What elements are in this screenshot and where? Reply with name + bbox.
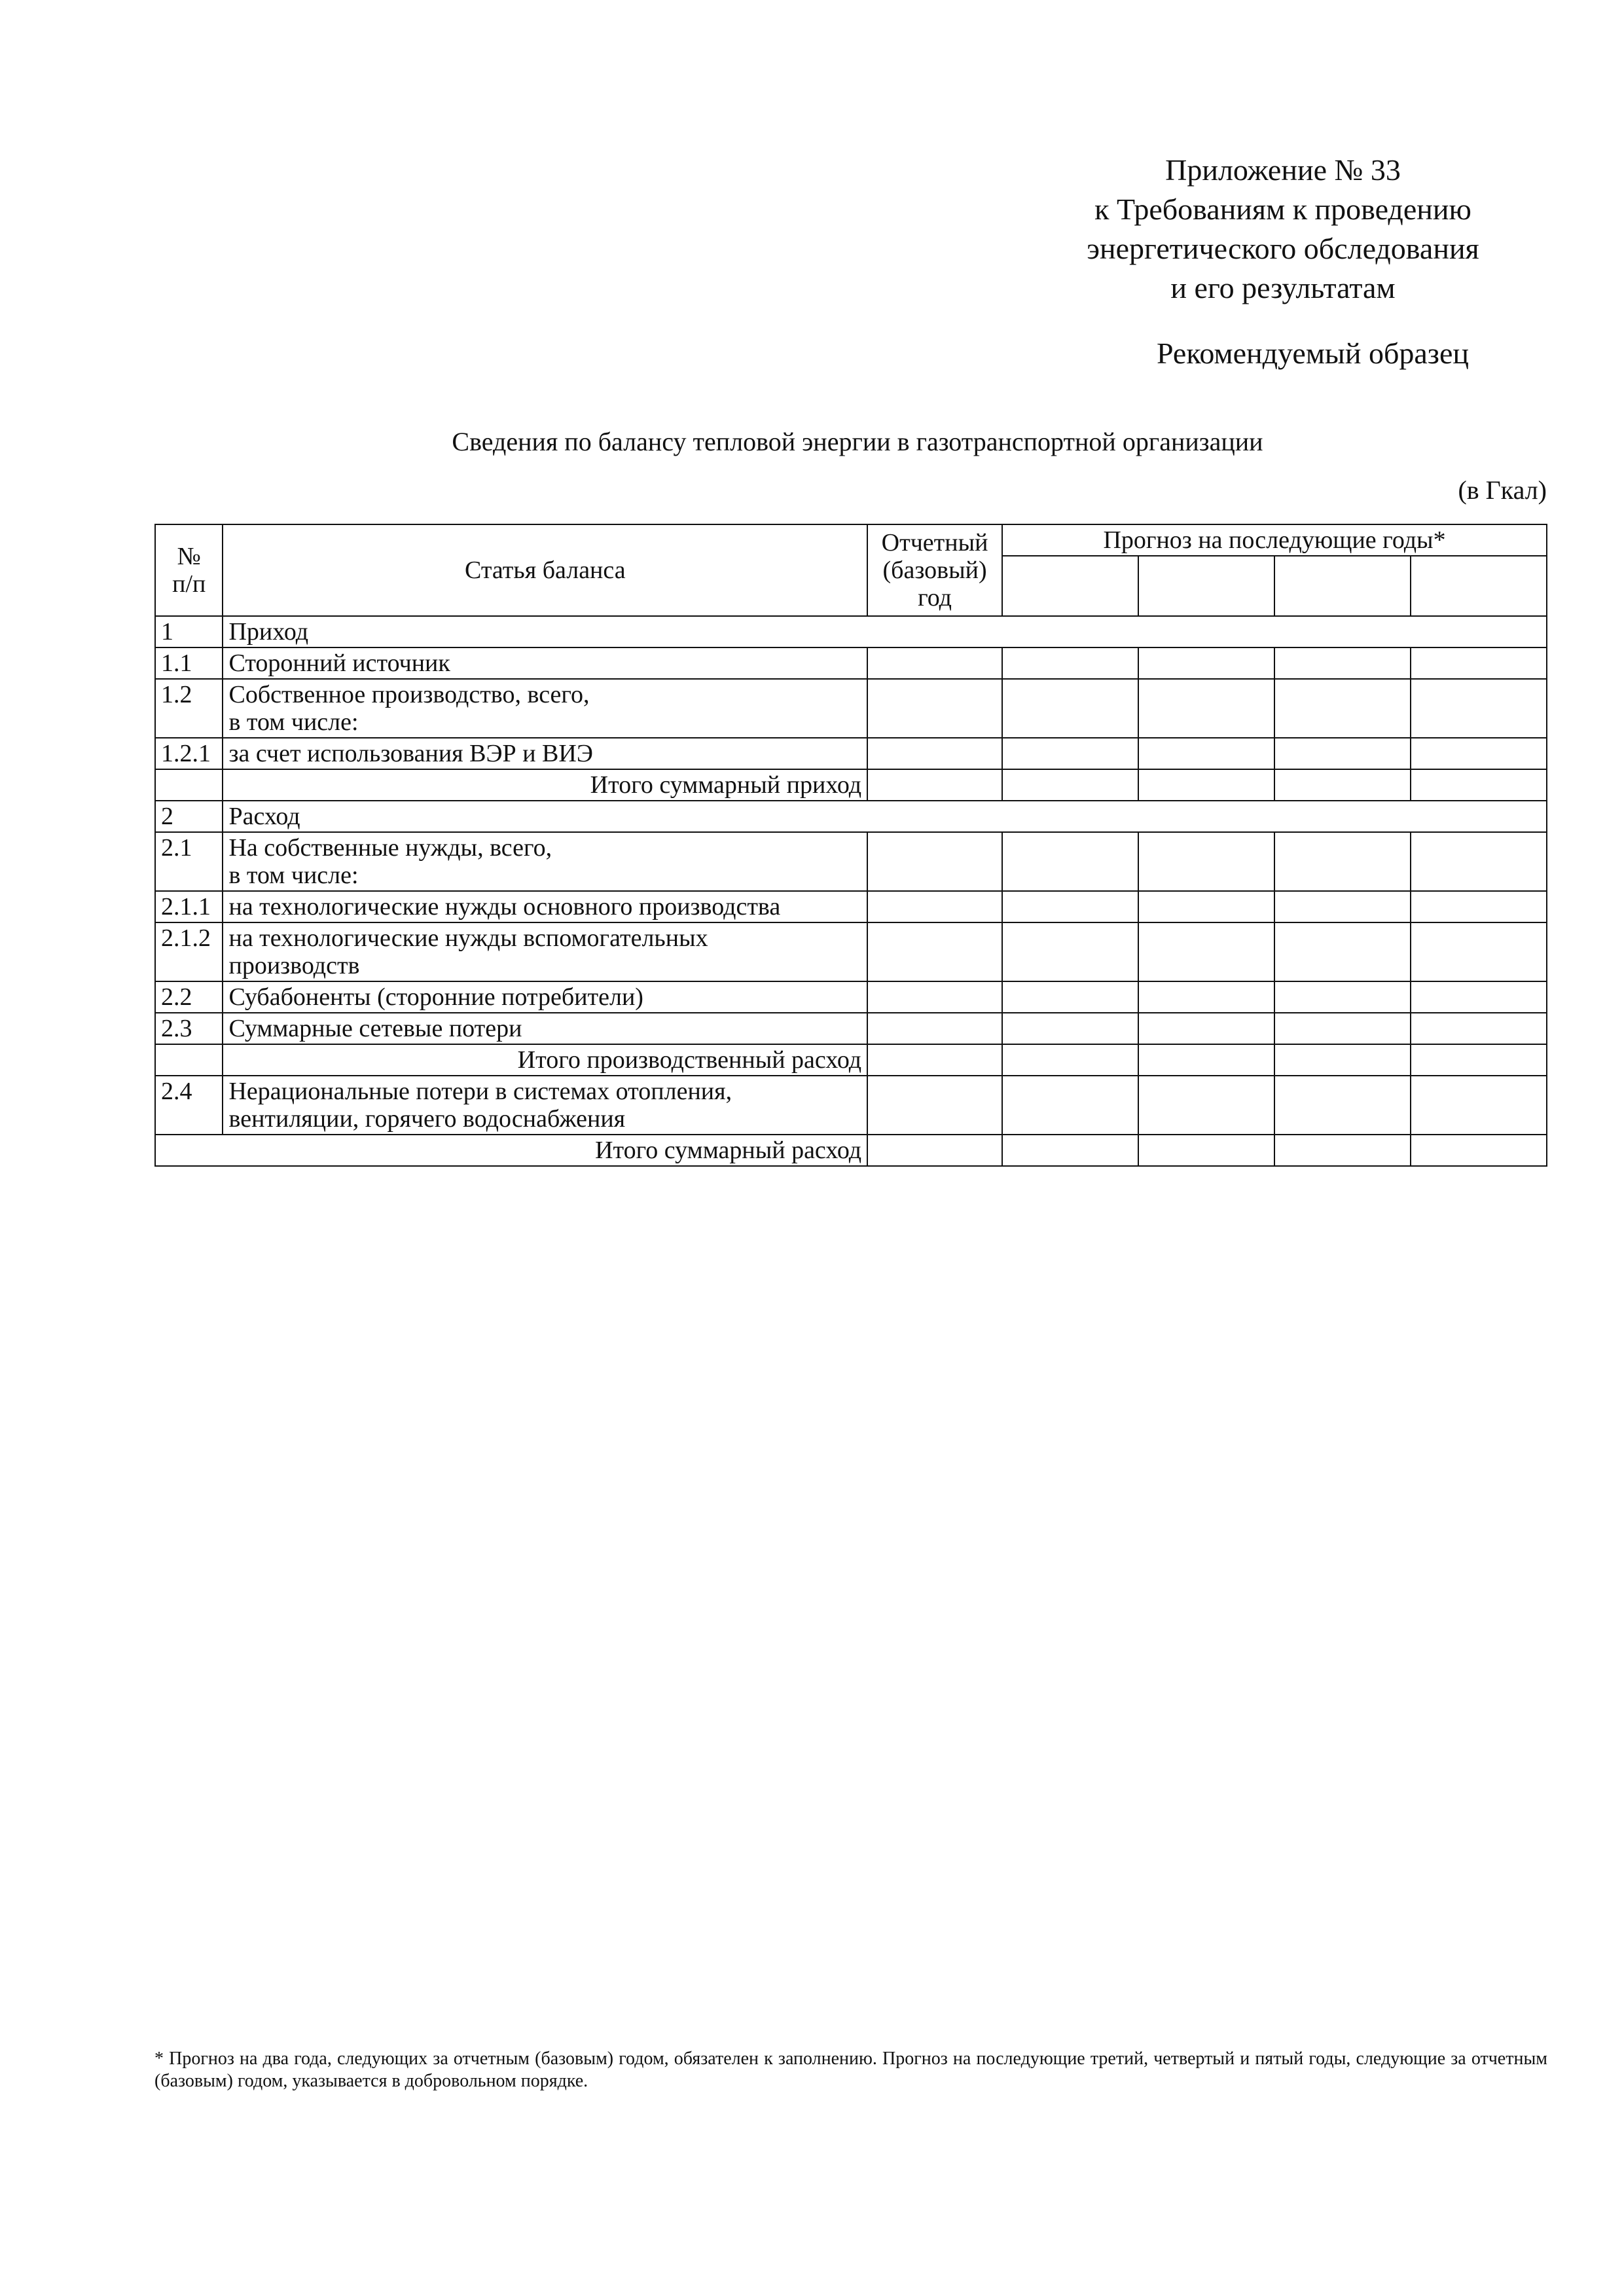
- value-cell[interactable]: [1274, 1135, 1411, 1166]
- value-cell[interactable]: [1411, 679, 1547, 738]
- row-number: 2.1.2: [155, 922, 223, 981]
- table-row-total: [155, 769, 1547, 801]
- value-cell[interactable]: [1002, 1076, 1138, 1135]
- balance-table: [154, 524, 1547, 1167]
- row-label: [223, 832, 867, 891]
- header-forecast-year-3: [1274, 556, 1411, 616]
- value-cell[interactable]: [1411, 832, 1547, 891]
- value-cell[interactable]: [867, 922, 1002, 981]
- table-row-total: [155, 1044, 1547, 1076]
- row-number: 2: [155, 801, 223, 832]
- row-number: 2.4: [155, 1076, 223, 1135]
- value-cell[interactable]: [1002, 981, 1138, 1013]
- table-row: [155, 891, 1547, 922]
- document-title: Сведения по балансу тепловой энергии в газотранспортной организации: [452, 427, 1263, 456]
- row-label: [223, 679, 867, 738]
- table-row: [155, 832, 1547, 891]
- value-cell[interactable]: [1411, 647, 1547, 679]
- table-row: [155, 981, 1547, 1013]
- appendix-subtitle-line: к Требованиям к проведению: [1094, 192, 1471, 226]
- value-cell[interactable]: [867, 1135, 1002, 1166]
- row-label-line: вентиляции, горячего водоснабжения: [228, 1105, 626, 1133]
- value-cell[interactable]: [1138, 647, 1274, 679]
- row-label-line: в том числе:: [228, 708, 359, 736]
- row-label: за счет использования ВЭР и ВИЭ: [223, 738, 867, 769]
- table-row: [155, 1013, 1547, 1044]
- value-cell[interactable]: [1411, 769, 1547, 801]
- value-cell[interactable]: [867, 679, 1002, 738]
- value-cell[interactable]: [867, 769, 1002, 801]
- row-total-label: Итого суммарный приход: [223, 769, 867, 801]
- value-cell[interactable]: [1002, 679, 1138, 738]
- value-cell[interactable]: [1138, 769, 1274, 801]
- value-cell[interactable]: [1411, 891, 1547, 922]
- table-row: [155, 922, 1547, 981]
- header-base-year: [867, 524, 1002, 616]
- footnote: * Прогноз на два года, следующих за отчетным (базовым) годом, обязателен к заполнению. Прогноз на последующие третий, четвертый и пятый годы, следующие за отчетным (базовым) годом, указывается в добровольном порядке.: [154, 2049, 1547, 2091]
- value-cell[interactable]: [1274, 1076, 1411, 1135]
- value-cell[interactable]: [1411, 1044, 1547, 1076]
- row-label: на технологические нужды основного производства: [223, 891, 867, 922]
- value-cell[interactable]: [1002, 922, 1138, 981]
- value-cell[interactable]: [1274, 647, 1411, 679]
- row-number: 1.1: [155, 647, 223, 679]
- value-cell[interactable]: [867, 1076, 1002, 1135]
- table-row: [155, 616, 1547, 647]
- header-number: [155, 524, 223, 616]
- header-number-abbr: п/п: [172, 570, 206, 598]
- row-number: 2.1: [155, 832, 223, 891]
- value-cell[interactable]: [1138, 922, 1274, 981]
- header-forecast-year-1: [1002, 556, 1138, 616]
- row-section-label: Расход: [223, 801, 1547, 832]
- value-cell[interactable]: [867, 738, 1002, 769]
- row-number-empty: [155, 1044, 223, 1076]
- table-row: [155, 1076, 1547, 1135]
- value-cell[interactable]: [1138, 832, 1274, 891]
- row-number-empty: [155, 769, 223, 801]
- value-cell[interactable]: [1274, 981, 1411, 1013]
- header-base-year-line: год: [918, 584, 952, 611]
- value-cell[interactable]: [1138, 1013, 1274, 1044]
- value-cell[interactable]: [1411, 981, 1547, 1013]
- value-cell[interactable]: [1274, 922, 1411, 981]
- row-label: Сторонний источник: [223, 647, 867, 679]
- row-label: [223, 1076, 867, 1135]
- appendix-title: Приложение № 33: [1165, 153, 1401, 187]
- value-cell[interactable]: [867, 832, 1002, 891]
- value-cell[interactable]: [1274, 679, 1411, 738]
- row-label-line: Нерациональные потери в системах отопления,: [228, 1078, 732, 1105]
- row-total-label: Итого суммарный расход: [155, 1135, 867, 1166]
- row-label-line: в том числе:: [228, 862, 359, 889]
- row-number: 1.2: [155, 679, 223, 738]
- appendix-header: [1034, 151, 1532, 308]
- value-cell[interactable]: [1138, 1135, 1274, 1166]
- appendix-subtitle-line: и его результатам: [1170, 271, 1396, 304]
- header-forecast-year-4: [1411, 556, 1547, 616]
- value-cell[interactable]: [1274, 832, 1411, 891]
- value-cell[interactable]: [1274, 1013, 1411, 1044]
- row-label-line: производств: [228, 952, 360, 979]
- value-cell[interactable]: [867, 1013, 1002, 1044]
- value-cell[interactable]: [1002, 891, 1138, 922]
- table-row-total: [155, 1135, 1547, 1166]
- value-cell[interactable]: [1274, 1044, 1411, 1076]
- value-cell[interactable]: [1002, 738, 1138, 769]
- value-cell[interactable]: [1411, 738, 1547, 769]
- row-number: 1.2.1: [155, 738, 223, 769]
- row-label-line: Собственное производство, всего,: [228, 681, 590, 708]
- value-cell[interactable]: [1138, 738, 1274, 769]
- table-row: [155, 738, 1547, 769]
- units-label: (в Гкал): [1458, 475, 1547, 505]
- row-label: Суммарные сетевые потери: [223, 1013, 867, 1044]
- table-row: [155, 647, 1547, 679]
- table-row: [155, 679, 1547, 738]
- value-cell[interactable]: [1002, 1044, 1138, 1076]
- row-label-line: На собственные нужды, всего,: [228, 834, 552, 862]
- row-number: 2.1.1: [155, 891, 223, 922]
- value-cell[interactable]: [1411, 1013, 1547, 1044]
- row-total-label: Итого производственный расход: [223, 1044, 867, 1076]
- value-cell[interactable]: [1274, 738, 1411, 769]
- header-item: Статья баланса: [223, 524, 867, 616]
- row-number: 1: [155, 616, 223, 647]
- value-cell[interactable]: [1138, 1076, 1274, 1135]
- row-number: 2.3: [155, 1013, 223, 1044]
- value-cell[interactable]: [1002, 1135, 1138, 1166]
- value-cell[interactable]: [867, 647, 1002, 679]
- value-cell[interactable]: [1002, 832, 1138, 891]
- value-cell[interactable]: [1138, 891, 1274, 922]
- header-base-year-line: (базовый): [882, 556, 987, 584]
- table-row: [155, 801, 1547, 832]
- row-label: [223, 922, 867, 981]
- row-section-label: Приход: [223, 616, 1547, 647]
- appendix-subtitle-line: энергетического обследования: [1087, 232, 1479, 265]
- value-cell[interactable]: [1002, 647, 1138, 679]
- value-cell[interactable]: [1002, 769, 1138, 801]
- value-cell[interactable]: [867, 1044, 1002, 1076]
- value-cell[interactable]: [1138, 981, 1274, 1013]
- header-forecast-year-2: [1138, 556, 1274, 616]
- header-number-symbol: №: [177, 543, 201, 570]
- value-cell[interactable]: [1411, 922, 1547, 981]
- sample-label: Рекомендуемый образец: [1156, 337, 1469, 370]
- value-cell[interactable]: [1274, 769, 1411, 801]
- value-cell[interactable]: [1138, 679, 1274, 738]
- value-cell[interactable]: [1411, 1135, 1547, 1166]
- row-label: Субабоненты (сторонние потребители): [223, 981, 867, 1013]
- value-cell[interactable]: [1274, 891, 1411, 922]
- header-base-year-line: Отчетный: [881, 529, 988, 556]
- value-cell[interactable]: [1002, 1013, 1138, 1044]
- value-cell[interactable]: [867, 891, 1002, 922]
- value-cell[interactable]: [867, 981, 1002, 1013]
- header-forecast: Прогноз на последующие годы*: [1002, 524, 1547, 556]
- value-cell[interactable]: [1138, 1044, 1274, 1076]
- row-number: 2.2: [155, 981, 223, 1013]
- value-cell[interactable]: [1411, 1076, 1547, 1135]
- row-label-line: на технологические нужды вспомогательных: [228, 924, 708, 952]
